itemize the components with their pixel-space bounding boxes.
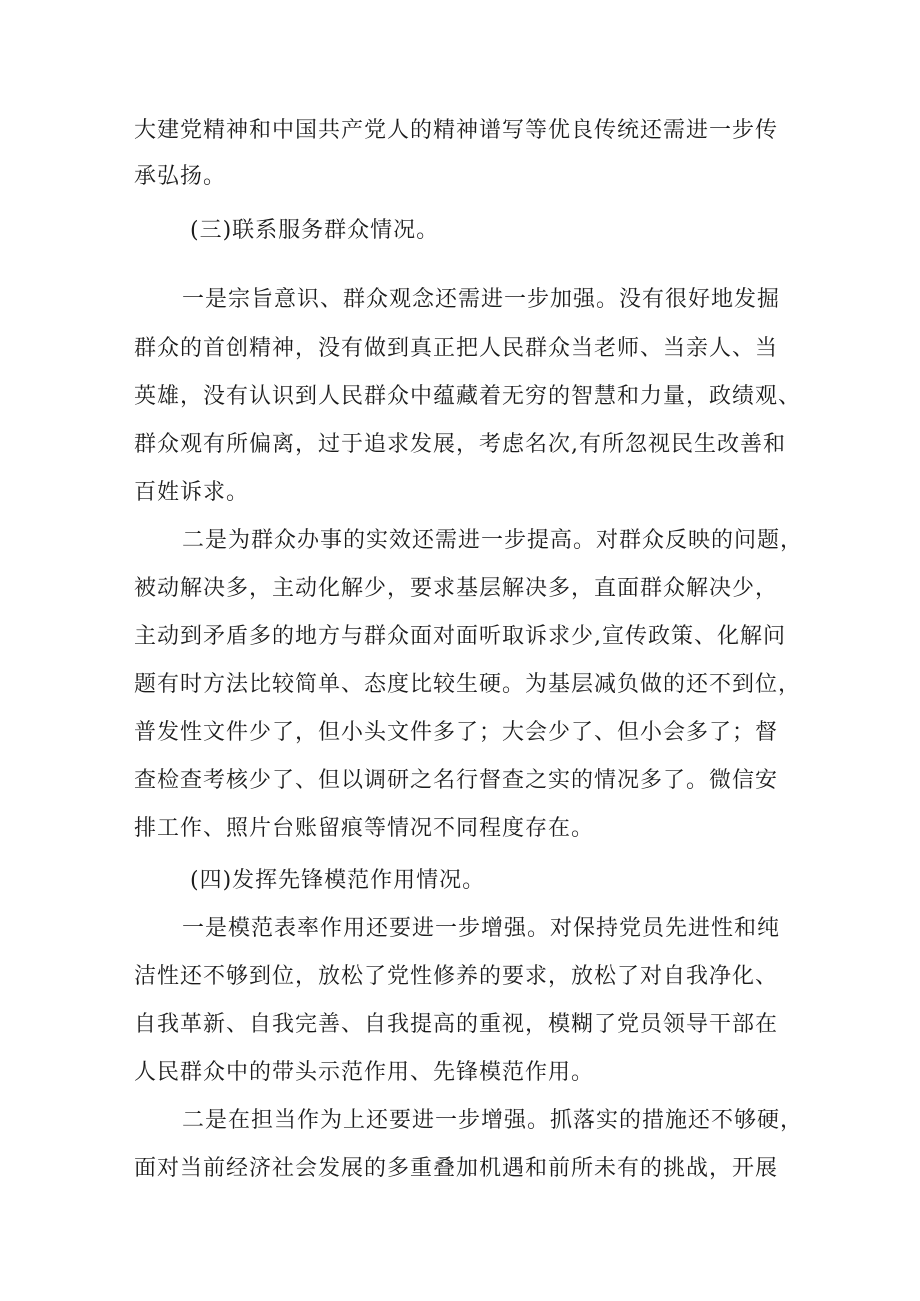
text-line: 查检查考核少了、但以调研之名行督查之实的情况多了。微信安 — [134, 768, 779, 793]
text-line: 群众观有所偏离，过于追求发展，考虑名次,有所忽视民生改善和 — [134, 432, 786, 457]
text-line: 英雄，没有认识到人民群众中蕴藏着无穷的智慧和力量，政绩观、 — [134, 384, 802, 409]
text-line: 排工作、照片台账留痕等情况不同程度存在。 — [134, 816, 595, 841]
section-heading: (三)联系服务群众情况。 — [190, 218, 440, 243]
text-line: 二是为群众办事的实效还需进一步提高。对群众反映的问题， — [182, 528, 804, 553]
text-line: 被动解决多，主动化解少，要求基层解决多，直面群众解决少， — [134, 576, 779, 601]
text-line: 群众的首创精神，没有做到真正把人民群众当老师、当亲人、当 — [134, 336, 779, 361]
text-line: 承弘扬。 — [134, 164, 227, 189]
section-heading: (四)发挥先锋模范作用情况。 — [190, 868, 486, 893]
text-line: 百姓诉求。 — [134, 480, 250, 505]
text-line: 普发性文件少了，但小头文件多了；大会少了、但小会多了；督 — [134, 720, 779, 745]
text-line: 面对当前经济社会发展的多重叠加机遇和前所未有的挑战，开展 — [134, 1156, 779, 1181]
text-line: 一是模范表率作用还要进一步增强。对保持党员先进性和纯 — [182, 916, 781, 941]
text-line: 自我革新、自我完善、自我提高的重视，模糊了党员领导干部在 — [134, 1012, 779, 1037]
text-line: 一是宗旨意识、群众观念还需进一步加强。没有很好地发掘 — [182, 287, 781, 312]
text-line: 题有时方法比较简单、态度比较生硬。为基层减负做的还不到位， — [134, 672, 802, 697]
text-line: 大建党精神和中国共产党人的精神谱写等优良传统还需进一步传 — [134, 118, 779, 143]
text-line: 洁性还不够到位，放松了党性修养的要求，放松了对自我净化、 — [134, 964, 779, 989]
text-line: 二是在担当作为上还要进一步增强。抓落实的措施还不够硬， — [182, 1108, 804, 1133]
text-line: 人民群众中的带头示范作用、先锋模范作用。 — [134, 1060, 595, 1085]
text-line: 主动到矛盾多的地方与群众面对面听取诉求少,宣传政策、化解问 — [134, 624, 786, 649]
